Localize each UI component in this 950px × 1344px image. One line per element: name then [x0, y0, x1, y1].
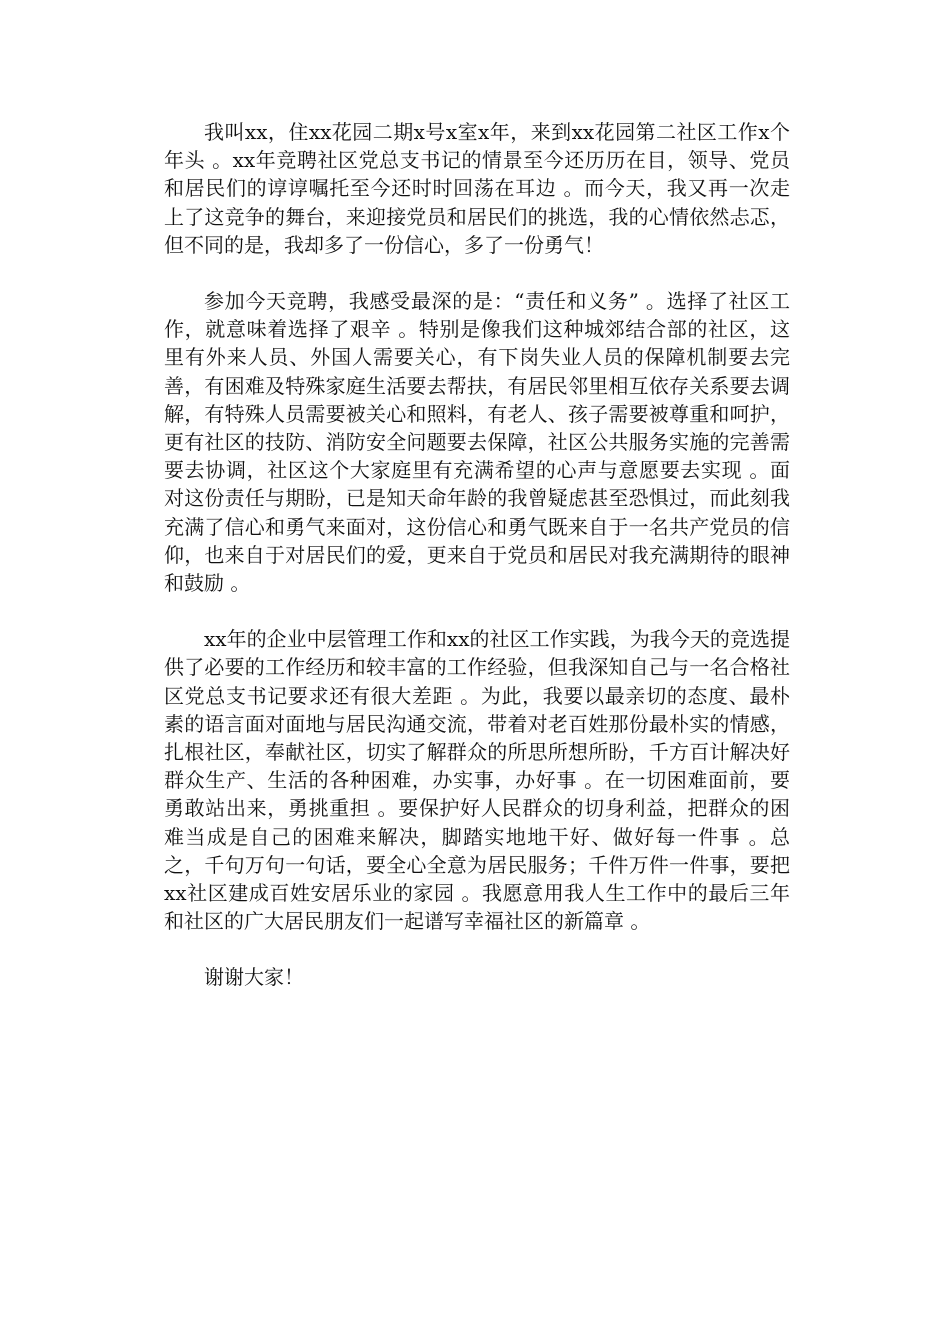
- paragraph-responsibility: 参加今天竞聘，我感受最深的是：“责任和义务” 。选择了社区工作，就意味着选择了艰辛 。特别是像我们这种城郊结合部的社区，这里有外来人员、外国人需要关心，有下岗失业人员的保障机制要去完善，有困难及特殊家庭生活要去帮扶，有居民邻里相互依存关系要去调解，有特殊人员需要被关心和照料，有老人、孩子需要被尊重和呵护，更有社区的技防、消防安全问题要去保障，社区公共服务实施的完善需要去协调，社区这个大家庭里有充满希望的心声与意愿要去实现 。面对这份责任与期盼，已是知天命年龄的我曾疑虑甚至恐惧过，而此刻我充满了信心和勇气来面对，这份信心和勇气既来自于一名共产党员的信仰，也来自于对居民们的爱，更来自于党员和居民对我充满期待的眼神和鼓励 。: [164, 289, 790, 596]
- document-body: [164, 118, 790, 1020]
- paragraph-closing: 谢谢大家！: [204, 965, 304, 990]
- paragraph-commitment: xx年的企业中层管理工作和xx的社区工作实践，为我今天的竞选提供了必要的工作经历和较丰富的工作经验，但我深知自己与一名合格社区党总支书记要求还有很大差距 。为此，我要以最亲切的态度、最朴素的语言面对面地与居民沟通交流，带着对老百姓那份最朴实的情感，扎根社区，奉献社区，切实了解群众的所思所想所盼，千方百计解决好群众生产、生活的各种困难，办实事，办好事 。在一切困难面前，要勇敢站出来，勇挑重担 。要保护好人民群众的切身利益，把群众的困难当成是自己的困难来解决，脚踏实地地干好、做好每一件事 。总之，千句万句一句话，要全心全意为居民服务；千件万件一件事，要把xx社区建成百姓安居乐业的家园 。我愿意用我人生工作中的最后三年和社区的广大居民朋友们一起谱写幸福社区的新篇章 。: [164, 627, 790, 934]
- paragraph-introduction: 我叫xx，住xx花园二期x号x室x年，来到xx花园第二社区工作x个年头 。xx年竞聘社区党总支书记的情景至今还历历在目，领导、党员和居民们的谆谆嘱托至今还时时回荡在耳边 。而今天，我又再一次走上了这竞争的舞台，来迎接党员和居民们的挑选，我的心情依然忐忑，但不同的是，我却多了一份信心，多了一份勇气！: [164, 120, 790, 257]
